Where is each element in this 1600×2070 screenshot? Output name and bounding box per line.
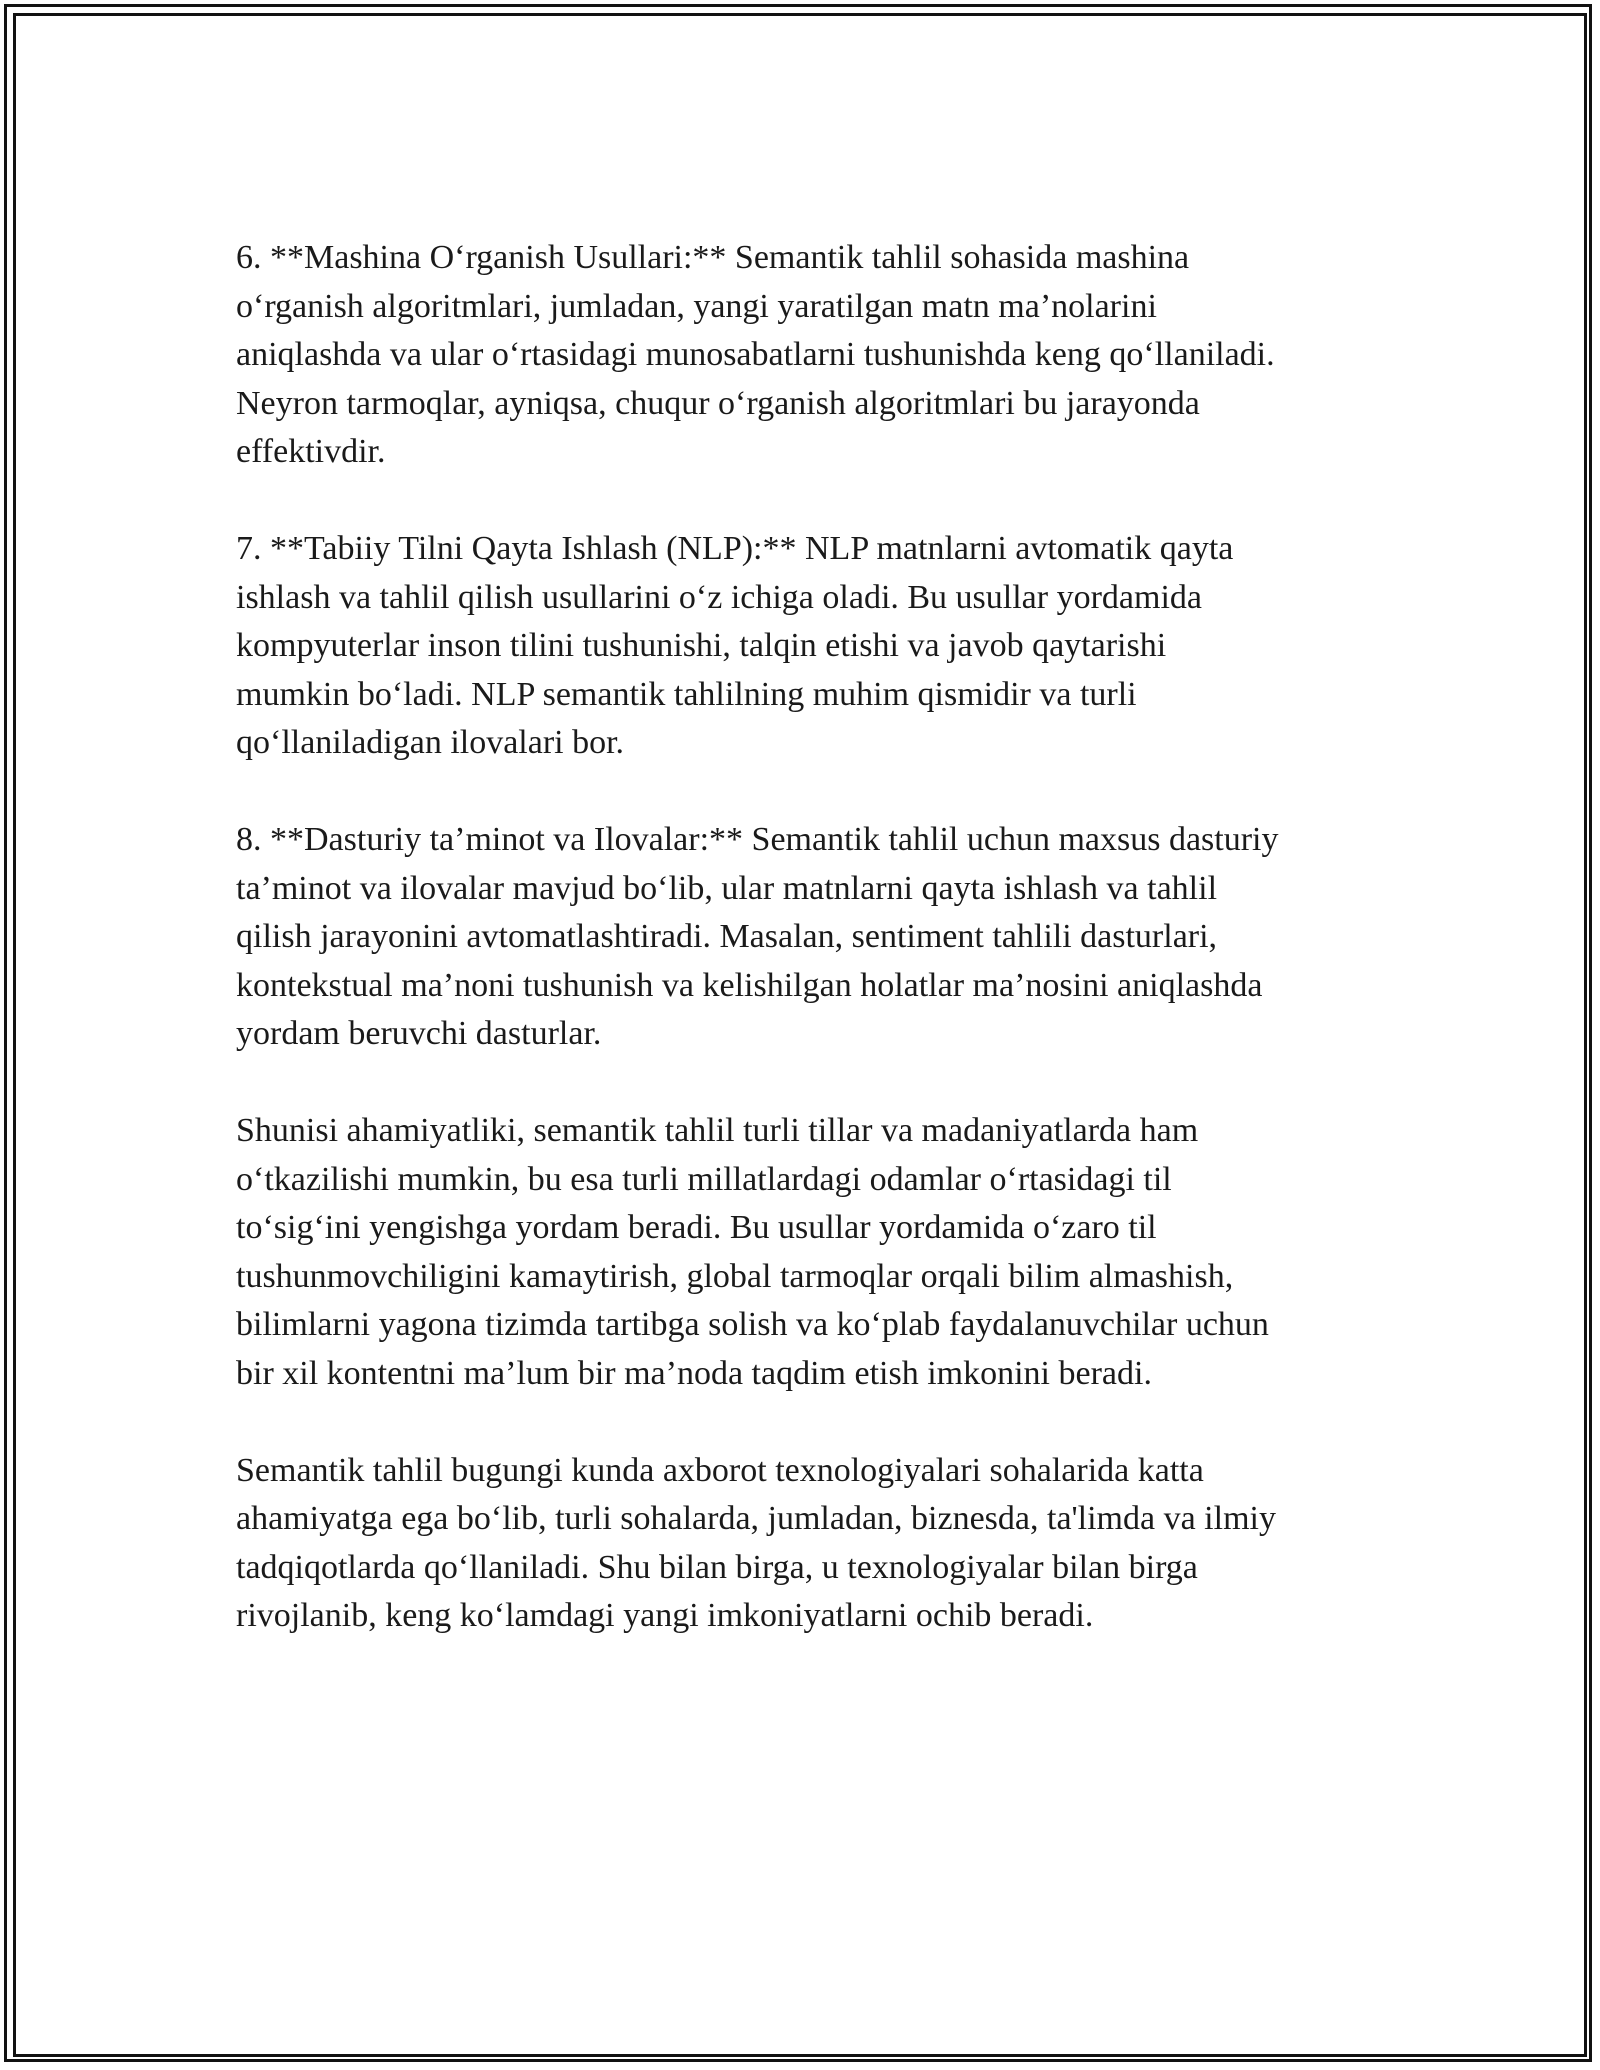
paragraph-conclusion: Semantik tahlil bugungi kunda axborot texnologiyalari sohalarida katta ahamiyatga ega bo‘lib, turli sohalarda, jumladan, biznesda, ta'limda va ilmiy tadqiqotlarda qo‘llaniladi. Shu bilan birga, u texnologiyalar bilan birga rivojlanib, keng ko‘lamdagi yangi imkoniyatlarni ochib beradi.	[236, 1451, 1276, 1634]
paragraph-software-applications: 8. **Dasturiy ta’minot va Ilovalar:** Semantik tahlil uchun maxsus dasturiy ta’minot va ilovalar mavjud bo‘lib, ular matnlarni qayta ishlash va tahlil qilish jarayonini avtomatlashtiradi. Masalan, sentiment tahlili dasturlari, kontekstual ma’noni tushunish va kelishilgan holatlar ma’nosini aniqlashda yordam beruvchi dasturlar.	[236, 821, 1279, 1052]
paragraph-nlp: 7. **Tabiiy Tilni Qayta Ishlash (NLP):** NLP matnlarni avtomatik qayta ishlash va tahlil qilish usullarini o‘z ichiga oladi. Bu usullar yordamida kompyuterlar inson tilini tushunishi, talqin etishi va javob qaytarishi mumkin bo‘ladi. NLP semantik tahlilning muhim qismidir va turli qo‘llaniladigan ilovalari bor.	[236, 530, 1234, 761]
paragraph-machine-learning: 6. **Mashina O‘rganish Usullari:** Semantik tahlil sohasida mashina o‘rganish algoritmlari, jumladan, yangi yaratilgan matn ma’nolarini aniqlashda va ular o‘rtasidagi munosabatlarni tushunishda keng qo‘llaniladi. Neyron tarmoqlar, ayniqsa, chuqur o‘rganish algoritmlari bu jarayonda effektivdir.	[236, 239, 1275, 470]
paragraph-cross-language: Shunisi ahamiyatliki, semantik tahlil turli tillar va madaniyatlarda ham o‘tkazilishi mumkin, bu esa turli millatlardagi odamlar o‘rtasidagi til to‘sig‘ini yengishga yordam beradi. Bu usullar yordamida o‘zaro til tushunmovchiligini kamaytirish, global tarmoqlar orqali bilim almashish, bilimlarni yagona tizimda tartibga solish va ko‘plab faydalanuvchilar uchun bir xil kontentni ma’lum bir ma’noda taqdim etish imkonini beradi.	[236, 1112, 1269, 1392]
document-body	[236, 234, 1386, 1689]
